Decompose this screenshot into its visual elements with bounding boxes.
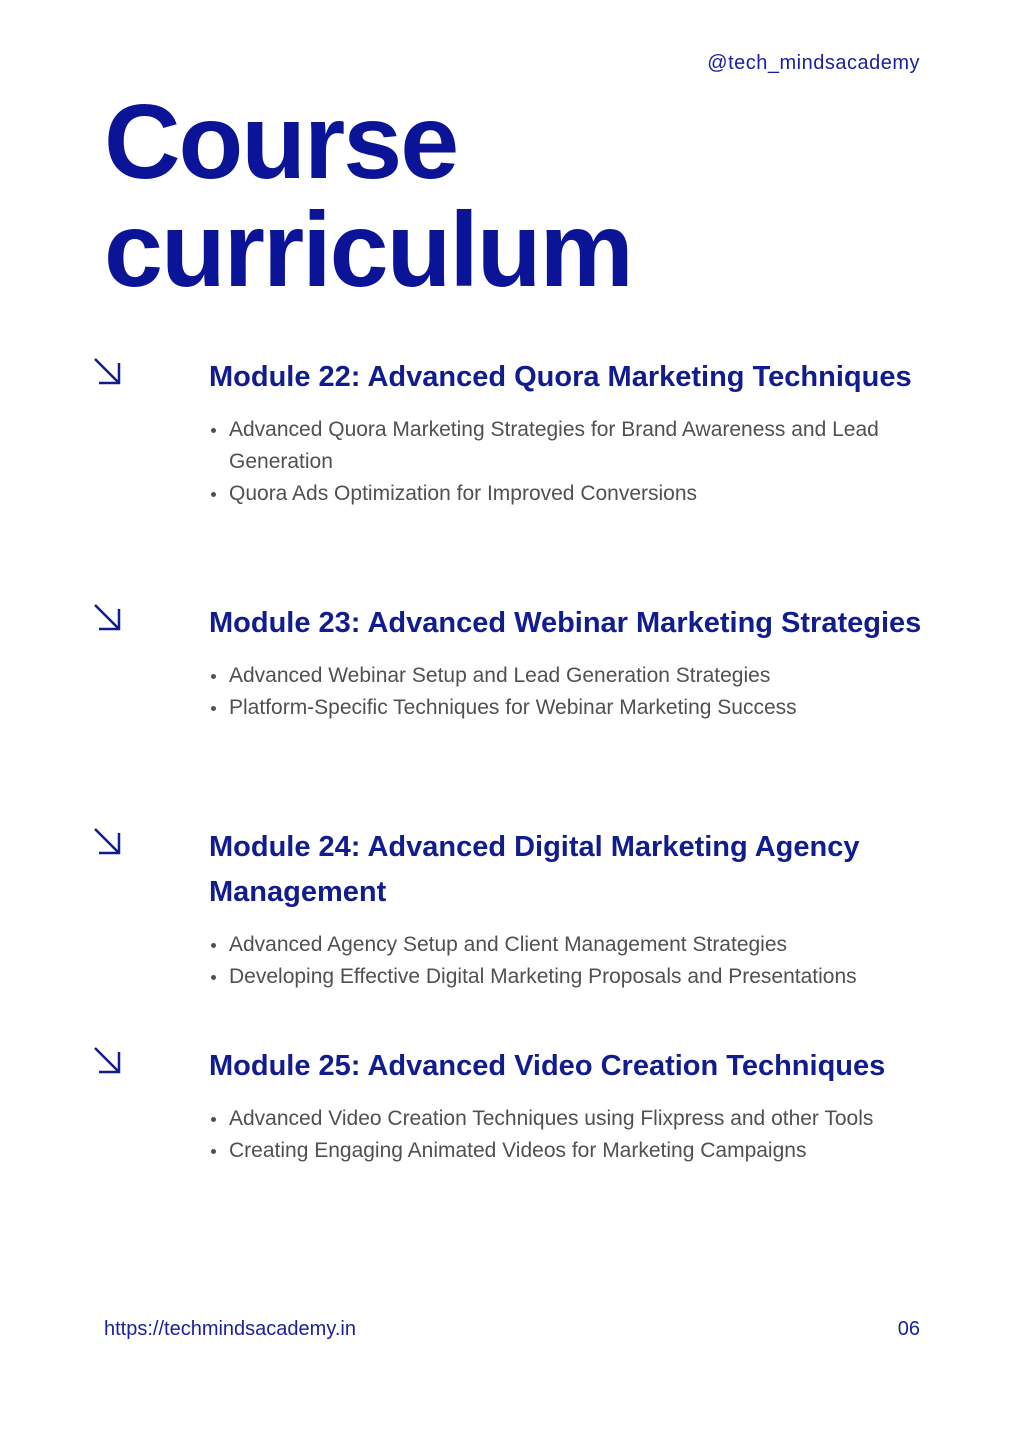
page-title-line-1: Course [104,83,458,201]
list-item: Advanced Video Creation Techniques using Flixpress and other Tools [229,1103,938,1135]
list-item: Developing Effective Digital Marketing Proposals and Presentations [229,961,938,993]
page-title-line-2: curriculum [104,191,632,309]
module-24 [88,825,938,993]
module-topic-list [209,1103,938,1167]
list-item: Creating Engaging Animated Videos for Marketing Campaigns [229,1135,938,1167]
module-title: Module 25: Advanced Video Creation Techniques [209,1050,886,1082]
list-item: Advanced Webinar Setup and Lead Generation Strategies [229,660,938,692]
arrow-down-right-icon [91,1044,123,1076]
module-title: Module 24: Advanced Digital Marketing Agency Management [209,831,860,908]
list-item: Advanced Quora Marketing Strategies for Brand Awareness and Lead Generation [229,414,938,478]
module-25 [88,1044,938,1167]
module-23 [88,601,938,724]
social-handle: @tech_mindsacademy [707,52,920,74]
list-item: Platform-Specific Techniques for Webinar Marketing Success [229,692,938,724]
page-title [104,83,632,309]
module-topic-list [209,414,938,510]
module-22 [88,355,938,510]
list-item: Quora Ads Optimization for Improved Conversions [229,478,938,510]
arrow-down-right-icon [91,825,123,857]
arrow-down-right-icon [91,601,123,633]
module-topic-list [209,929,938,993]
arrow-down-right-icon [91,355,123,387]
list-item: Advanced Agency Setup and Client Management Strategies [229,929,938,961]
page-number: 06 [897,1318,920,1340]
website-link[interactable]: https://techmindsacademy.in [104,1318,356,1340]
module-title: Module 23: Advanced Webinar Marketing Strategies [209,607,922,639]
module-title: Module 22: Advanced Quora Marketing Techniques [209,361,912,393]
module-topic-list [209,660,938,724]
